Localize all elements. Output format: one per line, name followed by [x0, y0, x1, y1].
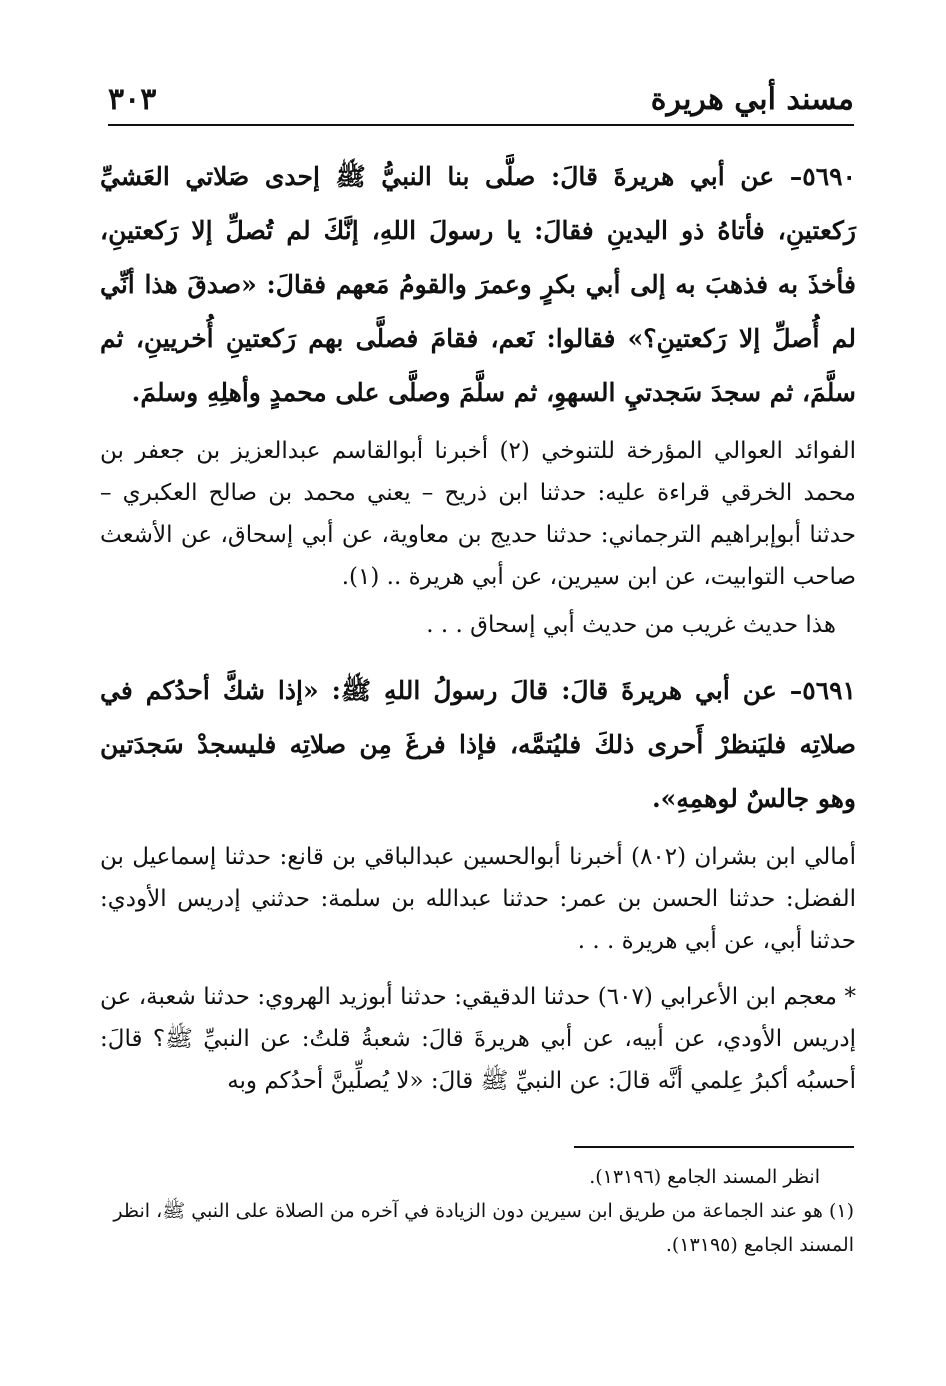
page-header [108, 78, 854, 126]
source-citation: الفوائد العوالي المؤرخة للتنوخي (٢) أخبرنا أبوالقاسم عبدالعزيز بن جعفر بن محمد الخرقي قراءة عليه: حدثنا ابن ذريح – يعني محمد بن صالح العكبري – حدثنا أبوإبراهيم الترجماني: حدثنا حديج بن معاوية، عن أبي إسحاق، عن الأشعث صاحب التوابيت، عن ابن سيرين، عن أبي هريرة .. (١). [100, 438, 856, 590]
source-citation: أمالي ابن بشران (٨٠٢) أخبرنا أبوالحسين عبدالباقي بن قانع: حدثنا إسماعيل بن الفضل: حدثنا الحسن بن عمر: حدثنا عبدالله بن سلمة: حدثني إدريس الأودي: حدثنا أبي، عن أبي هريرة . . . [100, 844, 856, 954]
hadith-number: ٥٦٩٠– [789, 162, 856, 191]
hadith-text: عن أبي هريرةَ قالَ: صلَّى بنا النبيُّ ﷺ إحدى صَلاتي العَشيِّ رَكعتينِ، فأتاهُ ذو اليدينِ فقالَ: يا رسولَ اللهِ، إنَّكَ لم تُصلِّ إلا رَكعتينِ، فأخذَ به فذهبَ به إلى أبي بكرٍ وعمرَ والقومُ مَعهم فقالَ: «صدقَ هذا أنِّي لم أُصلِّ إلا رَكعتينِ؟» فقالوا: نَعم، فقامَ فصلَّى بهم رَكعتينِ أُخريينِ، ثم سلَّمَ، ثم سجدَ سَجدتيِ السهوِ، ثم سلَّمَ وصلَّى على محمدٍ وأهلِهِ وسلمَ. [100, 162, 856, 407]
footnotes [100, 1160, 854, 1262]
main-text [100, 150, 856, 1108]
hadith-number: ٥٦٩١– [789, 676, 856, 705]
source-citation: * معجم ابن الأعرابي (٦٠٧) حدثنا الدقيقي: حدثنا أبوزيد الهروي: حدثنا شعبة، عن إدريس الأودي، عن أبيه، عن أبي هريرةَ قالَ: شعبةُ قلتُ: عن النبيِّ ﷺ؟ قالَ: أحسبُه أكبرُ عِلمي أنَّه قالَ: عن النبيِّ ﷺ قالَ: «لا يُصلِّينَّ أحدُكم وبه [100, 984, 856, 1094]
spacer [100, 968, 856, 976]
hadith-text: عن أبي هريرةَ قالَ: قالَ رسولُ اللهِ ﷺ: «إذا شكَّ أحدُكم في صلاتِه فليَنظرْ أَحرى ذلكَ فليُتمَّه، فإذا فرغَ مِن صلاتِه فليسجدْ سَجدَتين وهو جالسٌ لوهمِهِ». [100, 676, 856, 813]
page-number: ٣٠٣ [108, 82, 157, 117]
hadith-5690 [100, 150, 856, 420]
hadith-5691 [100, 664, 856, 826]
footnote-1: (١) هو عند الجماعة من طريق ابن سيرين دون الزيادة في آخره من الصلاة على النبي ﷺ، انظر المسند الجامع (١٣١٩٥). [113, 1200, 854, 1256]
editor-note: هذا حديث غريب من حديث أبي إسحاق . . . [426, 612, 836, 638]
footnote-reference: انظر المسند الجامع (١٣١٩٦). [589, 1166, 820, 1188]
header-rule [108, 124, 854, 126]
running-title: مسند أبي هريرة [650, 82, 854, 117]
footnote-rule [574, 1146, 854, 1148]
